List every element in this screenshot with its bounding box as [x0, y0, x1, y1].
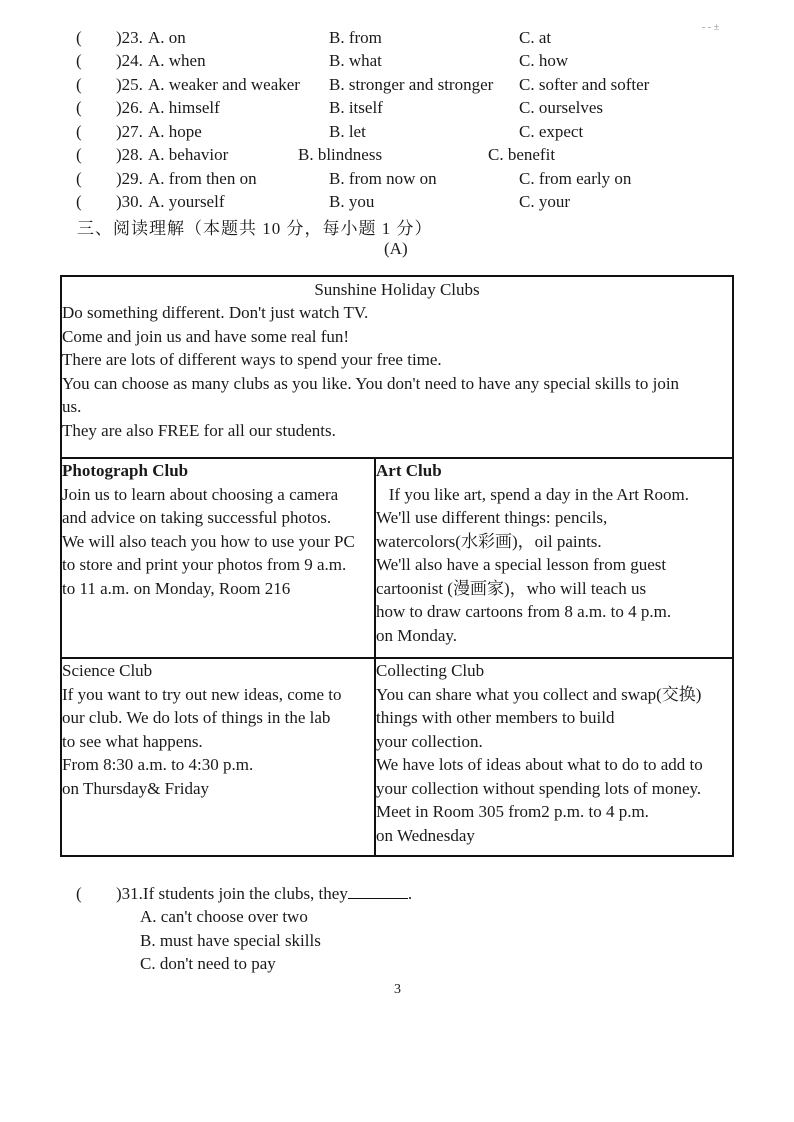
club-line: We'll also have a special lesson from guest	[376, 555, 667, 574]
question-row	[0, 27, 794, 49]
question-number: )25.	[116, 75, 143, 94]
club-line: We'll use different things: pencils,	[376, 508, 608, 527]
question-number: )24.	[116, 51, 143, 70]
question-row	[0, 74, 794, 96]
option-b: B. blindness	[298, 145, 383, 164]
club-line: and advice on taking successful photos.	[62, 508, 332, 527]
question-number: )29.	[116, 169, 143, 188]
section-heading: 三、阅读理解（本题共 10 分，每小题 1 分）	[77, 219, 433, 238]
notice-title: Sunshine Holiday Clubs	[314, 280, 480, 299]
science-club-cell	[62, 659, 376, 855]
club-line: watercolors(水彩画)，oil paints.	[376, 532, 602, 551]
option-c: C. softer and softer	[519, 75, 650, 94]
answer-paren: (	[76, 51, 82, 70]
question-stem: )31.If students join the clubs, they	[116, 884, 348, 903]
club-line: our club. We do lots of things in the lab	[62, 708, 331, 727]
answer-paren: (	[76, 192, 82, 211]
club-line: to 11 a.m. on Monday, Room 216	[62, 579, 291, 598]
option-a: A. himself	[148, 98, 220, 117]
option-a: A. yourself	[148, 192, 225, 211]
option-a: A. from then on	[148, 169, 257, 188]
page-number: 3	[394, 982, 401, 997]
club-line: We will also teach you how to use your PC	[62, 532, 355, 551]
option-b: B. from now on	[329, 169, 437, 188]
answer-paren: (	[76, 169, 82, 188]
option-a: A. can't choose over two	[140, 907, 308, 926]
option-b: B. must have special skills	[140, 931, 321, 950]
club-line: to store and print your photos from 9 a.m.	[62, 555, 347, 574]
option-b: B. itself	[329, 98, 383, 117]
answer-paren: (	[76, 28, 82, 47]
club-line: how to draw cartoons from 8 a.m. to 4 p.m.	[376, 602, 672, 621]
option-a: A. when	[148, 51, 206, 70]
intro-line: They are also FREE for all our students.	[62, 421, 336, 440]
answer-paren: (	[76, 884, 82, 903]
question-number: )30.	[116, 192, 143, 211]
club-heading: Photograph Club	[62, 461, 189, 480]
passage-label: (A)	[384, 239, 408, 258]
intro-line: Come and join us and have some real fun!	[62, 327, 350, 346]
question-number: )26.	[116, 98, 143, 117]
question-row	[0, 883, 794, 905]
notice-intro	[62, 277, 732, 459]
option-b: B. you	[329, 192, 375, 211]
club-line: Meet in Room 305 from2 p.m. to 4 p.m.	[376, 802, 649, 821]
option-b: B. from	[329, 28, 382, 47]
club-line: cartoonist (漫画家)，who will teach us	[376, 579, 647, 598]
photograph-club-cell	[62, 459, 376, 659]
option-c: C. ourselves	[519, 98, 604, 117]
question-row	[0, 191, 794, 213]
option-c: C. don't need to pay	[140, 954, 276, 973]
club-line: You can share what you collect and swap(交换)	[376, 685, 702, 704]
club-line: things with other members to build	[376, 708, 615, 727]
option-c: C. at	[519, 28, 552, 47]
intro-line: us.	[62, 397, 82, 416]
club-line: on Thursday& Friday	[62, 779, 210, 798]
collecting-club-cell	[376, 659, 732, 855]
club-heading: Science Club	[62, 661, 153, 680]
question-row	[0, 144, 794, 166]
answer-paren: (	[76, 75, 82, 94]
option-c: C. expect	[519, 122, 584, 141]
intro-line: Do something different. Don't just watch TV.	[62, 303, 369, 322]
club-heading: Collecting Club	[376, 661, 485, 680]
question-stem-wrap	[116, 883, 412, 905]
club-line: If you like art, spend a day in the Art Room.	[376, 485, 690, 504]
option-a: A. weaker and weaker	[148, 75, 300, 94]
club-line: Join us to learn about choosing a camera	[62, 485, 339, 504]
intro-line: There are lots of different ways to spend your free time.	[62, 350, 442, 369]
answer-paren: (	[76, 145, 82, 164]
club-line: on Wednesday	[376, 826, 475, 845]
club-line: If you want to try out new ideas, come to	[62, 685, 342, 704]
option-c: C. your	[519, 192, 570, 211]
clubs-notice	[60, 275, 734, 857]
question-number: )23.	[116, 28, 143, 47]
question-row	[0, 168, 794, 190]
question-row	[0, 97, 794, 119]
option-c: C. how	[519, 51, 569, 70]
art-club-cell	[376, 459, 732, 659]
option-b: B. stronger and stronger	[329, 75, 494, 94]
option-a: A. hope	[148, 122, 202, 141]
question-row	[0, 50, 794, 72]
option-b: B. let	[329, 122, 366, 141]
club-line: your collection.	[376, 732, 483, 751]
stem-period: .	[407, 884, 413, 903]
answer-paren: (	[76, 98, 82, 117]
option-c: C. from early on	[519, 169, 632, 188]
question-row	[0, 121, 794, 143]
club-line: your collection without spending lots of money.	[376, 779, 702, 798]
club-line: We have lots of ideas about what to do to add to	[376, 755, 703, 774]
answer-blank[interactable]	[348, 884, 408, 899]
question-number: )27.	[116, 122, 143, 141]
club-heading: Art Club	[376, 461, 442, 480]
scan-mark: - - ±	[702, 22, 720, 33]
club-line: From 8:30 a.m. to 4:30 p.m.	[62, 755, 254, 774]
option-a: A. on	[148, 28, 186, 47]
intro-line: You can choose as many clubs as you like. You don't need to have any special skills to join	[62, 374, 680, 393]
answer-paren: (	[76, 122, 82, 141]
club-line: on Monday.	[376, 626, 458, 645]
question-number: )28.	[116, 145, 143, 164]
option-b: B. what	[329, 51, 382, 70]
club-line: to see what happens.	[62, 732, 203, 751]
option-c: C. benefit	[488, 145, 556, 164]
option-a: A. behavior	[148, 145, 229, 164]
